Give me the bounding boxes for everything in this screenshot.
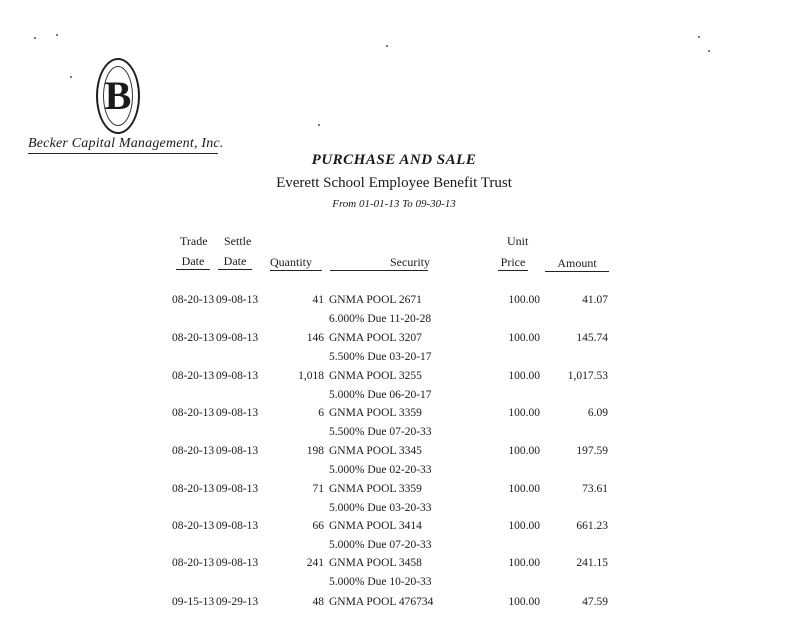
quantity: 66 [312,520,324,532]
header-trade-bottom: Date [176,254,210,270]
scan-speck [70,76,72,78]
scan-speck [386,45,388,47]
security-name: GNMA POOL 3345 [329,445,422,457]
header-security: Security [390,255,430,269]
settle-date: 09-08-13 [216,332,259,344]
quantity: 1,018 [298,370,324,382]
scan-speck [318,124,320,126]
quantity: 48 [312,596,324,608]
security-description: 5.500% Due 07-20-33 [329,426,432,438]
header-unit-bottom: Price [498,255,528,271]
trade-date: 08-20-13 [172,520,215,532]
quantity: 41 [312,294,324,306]
table-row [0,294,800,330]
unit-price: 100.00 [508,520,540,532]
settle-date: 09-08-13 [216,483,259,495]
security-description: 6.000% Due 11-20-28 [329,313,432,325]
table-row [0,370,800,406]
table-row [0,596,800,618]
settle-date: 09-08-13 [216,370,259,382]
settle-date: 09-08-13 [216,407,259,419]
quantity: 198 [306,445,324,457]
security-name: GNMA POOL 2671 [329,294,422,306]
report-title: PURCHASE AND SALE [311,152,477,168]
company-name: Becker Capital Management, Inc. [28,136,218,154]
security-description: 5.000% Due 06-20-17 [329,389,432,401]
quantity: 146 [306,332,324,344]
amount: 1,017.53 [567,370,608,382]
security-name: GNMA POOL 3255 [329,370,422,382]
amount: 73.61 [582,483,608,495]
report-client: Everett School Employee Benefit Trust [276,175,512,191]
amount: 197.59 [576,445,608,457]
settle-date: 09-08-13 [216,445,259,457]
settle-date: 09-29-13 [216,596,259,608]
header-settle-top: Settle [224,234,252,248]
logo-letter: B [103,66,133,126]
security-name: GNMA POOL 3458 [329,557,422,569]
amount: 6.09 [587,407,608,419]
unit-price: 100.00 [508,332,540,344]
security-name: GNMA POOL 3359 [329,483,422,495]
trade-date: 08-20-13 [172,557,215,569]
table-row [0,520,800,556]
table-row [0,332,800,368]
trade-date: 08-20-13 [172,445,215,457]
amount: 145.74 [576,332,608,344]
unit-price: 100.00 [508,445,540,457]
scan-speck [698,36,700,38]
security-description: 5.000% Due 07-20-33 [329,539,432,551]
amount: 47.59 [582,596,608,608]
security-description: 5.500% Due 03-20-17 [329,351,432,363]
company-logo [96,58,140,136]
amount: 661.23 [576,520,608,532]
scan-speck [56,34,58,36]
trade-date: 09-15-13 [172,596,215,608]
report-period: From 01-01-13 To 09-30-13 [332,198,456,210]
header-amount: Amount [545,256,609,272]
header-unit-top: Unit [507,234,529,248]
trade-date: 08-20-13 [172,483,215,495]
security-description: 5.000% Due 02-20-33 [329,464,432,476]
security-name: GNMA POOL 3414 [329,520,422,532]
trade-date: 08-20-13 [172,294,215,306]
security-name: GNMA POOL 3359 [329,407,422,419]
amount: 241.15 [576,557,608,569]
unit-price: 100.00 [508,596,540,608]
unit-price: 100.00 [508,407,540,419]
table-row [0,557,800,593]
header-quantity: Quantity [270,255,322,271]
security-description: 5.000% Due 03-20-33 [329,502,432,514]
table-row [0,483,800,519]
header-trade-top: Trade [180,234,208,248]
unit-price: 100.00 [508,294,540,306]
quantity: 241 [306,557,324,569]
unit-price: 100.00 [508,370,540,382]
security-name: GNMA POOL 476734 [329,596,434,608]
logo-oval [96,58,140,134]
header-settle-bottom: Date [218,254,252,270]
trade-date: 08-20-13 [172,332,215,344]
amount: 41.07 [582,294,608,306]
unit-price: 100.00 [508,483,540,495]
settle-date: 09-08-13 [216,557,259,569]
security-name: GNMA POOL 3207 [329,332,422,344]
table-row [0,407,800,443]
unit-price: 100.00 [508,557,540,569]
scan-speck [708,50,710,52]
quantity: 71 [312,483,324,495]
security-description: 5.000% Due 10-20-33 [329,576,432,588]
scan-speck [34,37,36,39]
table-row [0,445,800,481]
quantity: 6 [318,407,324,419]
trade-date: 08-20-13 [172,370,215,382]
settle-date: 09-08-13 [216,520,259,532]
settle-date: 09-08-13 [216,294,259,306]
trade-date: 08-20-13 [172,407,215,419]
